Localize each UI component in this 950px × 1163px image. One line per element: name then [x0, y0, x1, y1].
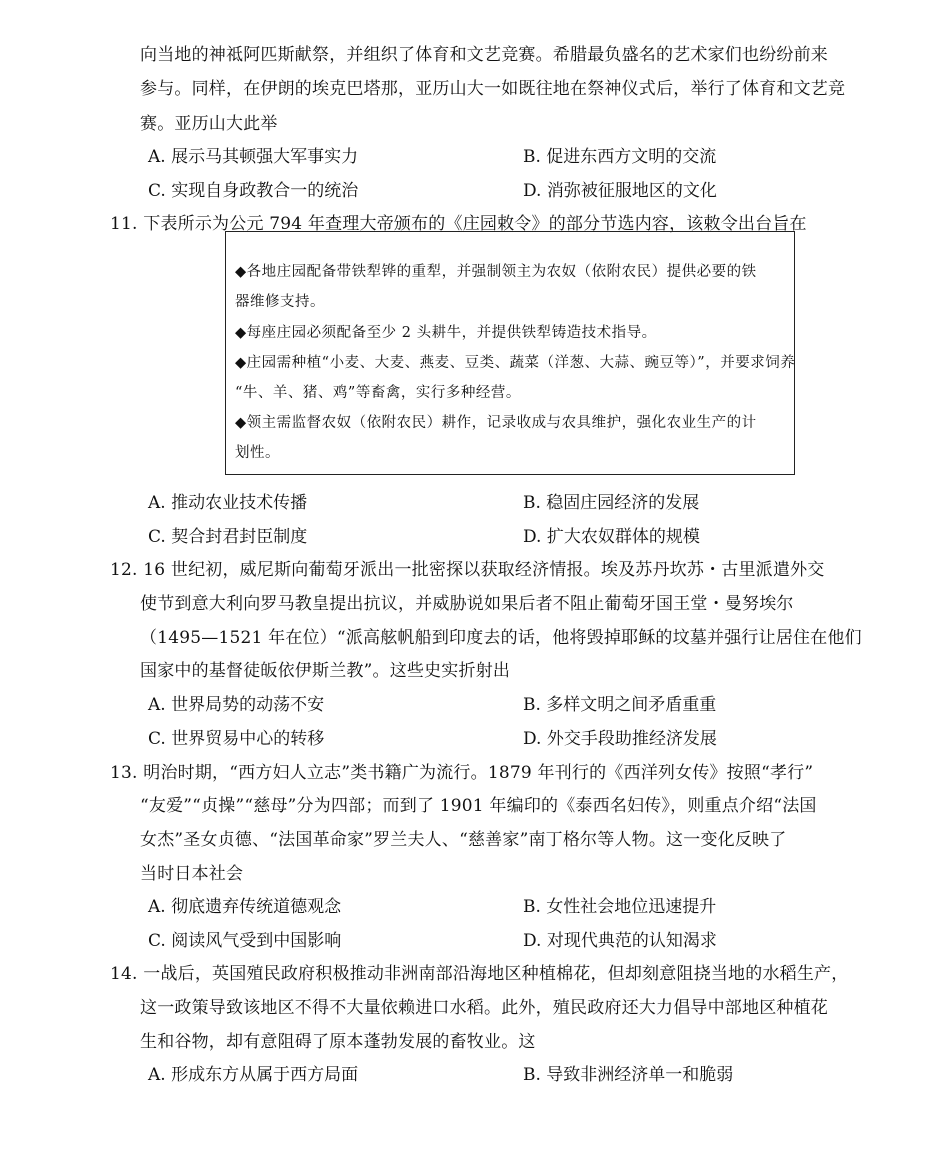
q11-box-line: ◆领主需监督农奴（依附农民）耕作，记录收成与农具维护，强化农业生产的计	[235, 415, 757, 431]
q11-box-line: 划性。	[235, 445, 280, 461]
q11-option-c: C. 契合封君封臣制度	[148, 527, 308, 547]
q10-stem-line: 参与。同样，在伊朗的埃克巴塔那，亚历山大一如既往地在祭神仪式后，举行了体育和文艺竞	[140, 79, 846, 99]
q10-option-b: B. 促进东西方文明的交流	[523, 147, 717, 167]
q10-stem-line: 赛。亚历山大此举	[140, 114, 278, 134]
q11-option-d: D. 扩大农奴群体的规模	[523, 527, 700, 547]
q13-option-b: B. 女性社会地位迅速提升	[523, 897, 717, 917]
q14-stem-line: 14. 一战后，英国殖民政府积极推动非洲南部沿海地区种植棉花，但却刻意阻挠当地的水稻生产，	[110, 964, 849, 984]
q12-option-a: A. 世界局势的动荡不安	[148, 695, 325, 715]
q14-stem-line: 这一政策导致该地区不得不大量依赖进口水稻。此外，殖民政府还大力倡导中部地区种植花	[140, 998, 828, 1018]
q14-option-a: A. 形成东方从属于西方局面	[148, 1065, 359, 1085]
q13-option-d: D. 对现代典范的认知渴求	[523, 931, 717, 951]
q10-option-d: D. 消弥被征服地区的文化	[523, 181, 717, 201]
q14-stem-line: 生和谷物，却有意阻碍了原本蓬勃发展的畜牧业。这	[140, 1032, 536, 1052]
q12-stem-line: 国家中的基督徒皈依伊斯兰教”。这些史实折射出	[140, 661, 511, 681]
q11-option-a: A. 推动农业技术传播	[148, 493, 308, 513]
q11-box-line: ◆各地庄园配备带铁犁铧的重犁，并强制领主为农奴（依附农民）提供必要的铁	[235, 264, 757, 280]
q12-stem-line: 使节到意大利向罗马教皇提出抗议，并威胁说如果后者不阻止葡萄牙国王堂・曼努埃尔	[140, 594, 794, 614]
q11-excerpt-box	[225, 231, 795, 475]
q12-stem-line: （1495—1521 年在位）“派高舷帆船到印度去的话，他将毁掉耶稣的坟墓并强行让居住在他们	[140, 628, 862, 648]
q11-box-line: ◆每座庄园必须配备至少 2 头耕牛，并提供铁犁铸造技术指导。	[235, 325, 657, 341]
q13-stem-line: 当时日本社会	[140, 864, 244, 884]
q13-option-c: C. 阅读风气受到中国影响	[148, 931, 342, 951]
q10-option-c: C. 实现自身政教合一的统治	[148, 181, 359, 201]
q14-option-b: B. 导致非洲经济单一和脆弱	[523, 1065, 734, 1085]
q12-option-b: B. 多样文明之间矛盾重重	[523, 695, 717, 715]
q12-stem-line: 12. 16 世纪初，威尼斯向葡萄牙派出一批密探以获取经济情报。埃及苏丹坎苏・古里派遣外交	[110, 560, 825, 580]
q12-option-d: D. 外交手段助推经济发展	[523, 729, 717, 749]
q13-stem-line: 女杰”圣女贞德、“法国革命家”罗兰夫人、“慈善家”南丁格尔等人物。这一变化反映了	[140, 830, 787, 850]
q10-option-a: A. 展示马其顿强大军事实力	[148, 147, 359, 167]
q13-stem-line: 13. 明治时期，“西方妇人立志”类书籍广为流行。1879 年刊行的《西洋列女传》按照“孝行”	[110, 763, 814, 783]
q13-option-a: A. 彻底遗弃传统道德观念	[148, 897, 342, 917]
q11-box-line: ◆庄园需种植“小麦、大麦、燕麦、豆类、蔬菜（洋葱、大蒜、豌豆等）”，并要求饲养	[235, 355, 796, 371]
q11-box-line: “牛、羊、猪、鸡”等畜禽，实行多种经营。	[235, 385, 521, 401]
q13-stem-line: “友爱”“贞操”“慈母”分为四部；而到了 1901 年编印的《泰西名妇传》，则重点介绍“法国	[140, 796, 817, 816]
q12-option-c: C. 世界贸易中心的转移	[148, 729, 325, 749]
q11-box-line: 器维修支持。	[235, 294, 325, 310]
q10-stem-line: 向当地的神祗阿匹斯献祭，并组织了体育和文艺竞赛。希腊最负盛名的艺术家们也纷纷前来	[140, 45, 828, 65]
q11-option-b: B. 稳固庄园经济的发展	[523, 493, 700, 513]
q11-stem: 11. 下表所示为公元 794 年查理大帝颁布的《庄园敕令》的部分节选内容，该敕令出台旨在	[110, 214, 807, 234]
